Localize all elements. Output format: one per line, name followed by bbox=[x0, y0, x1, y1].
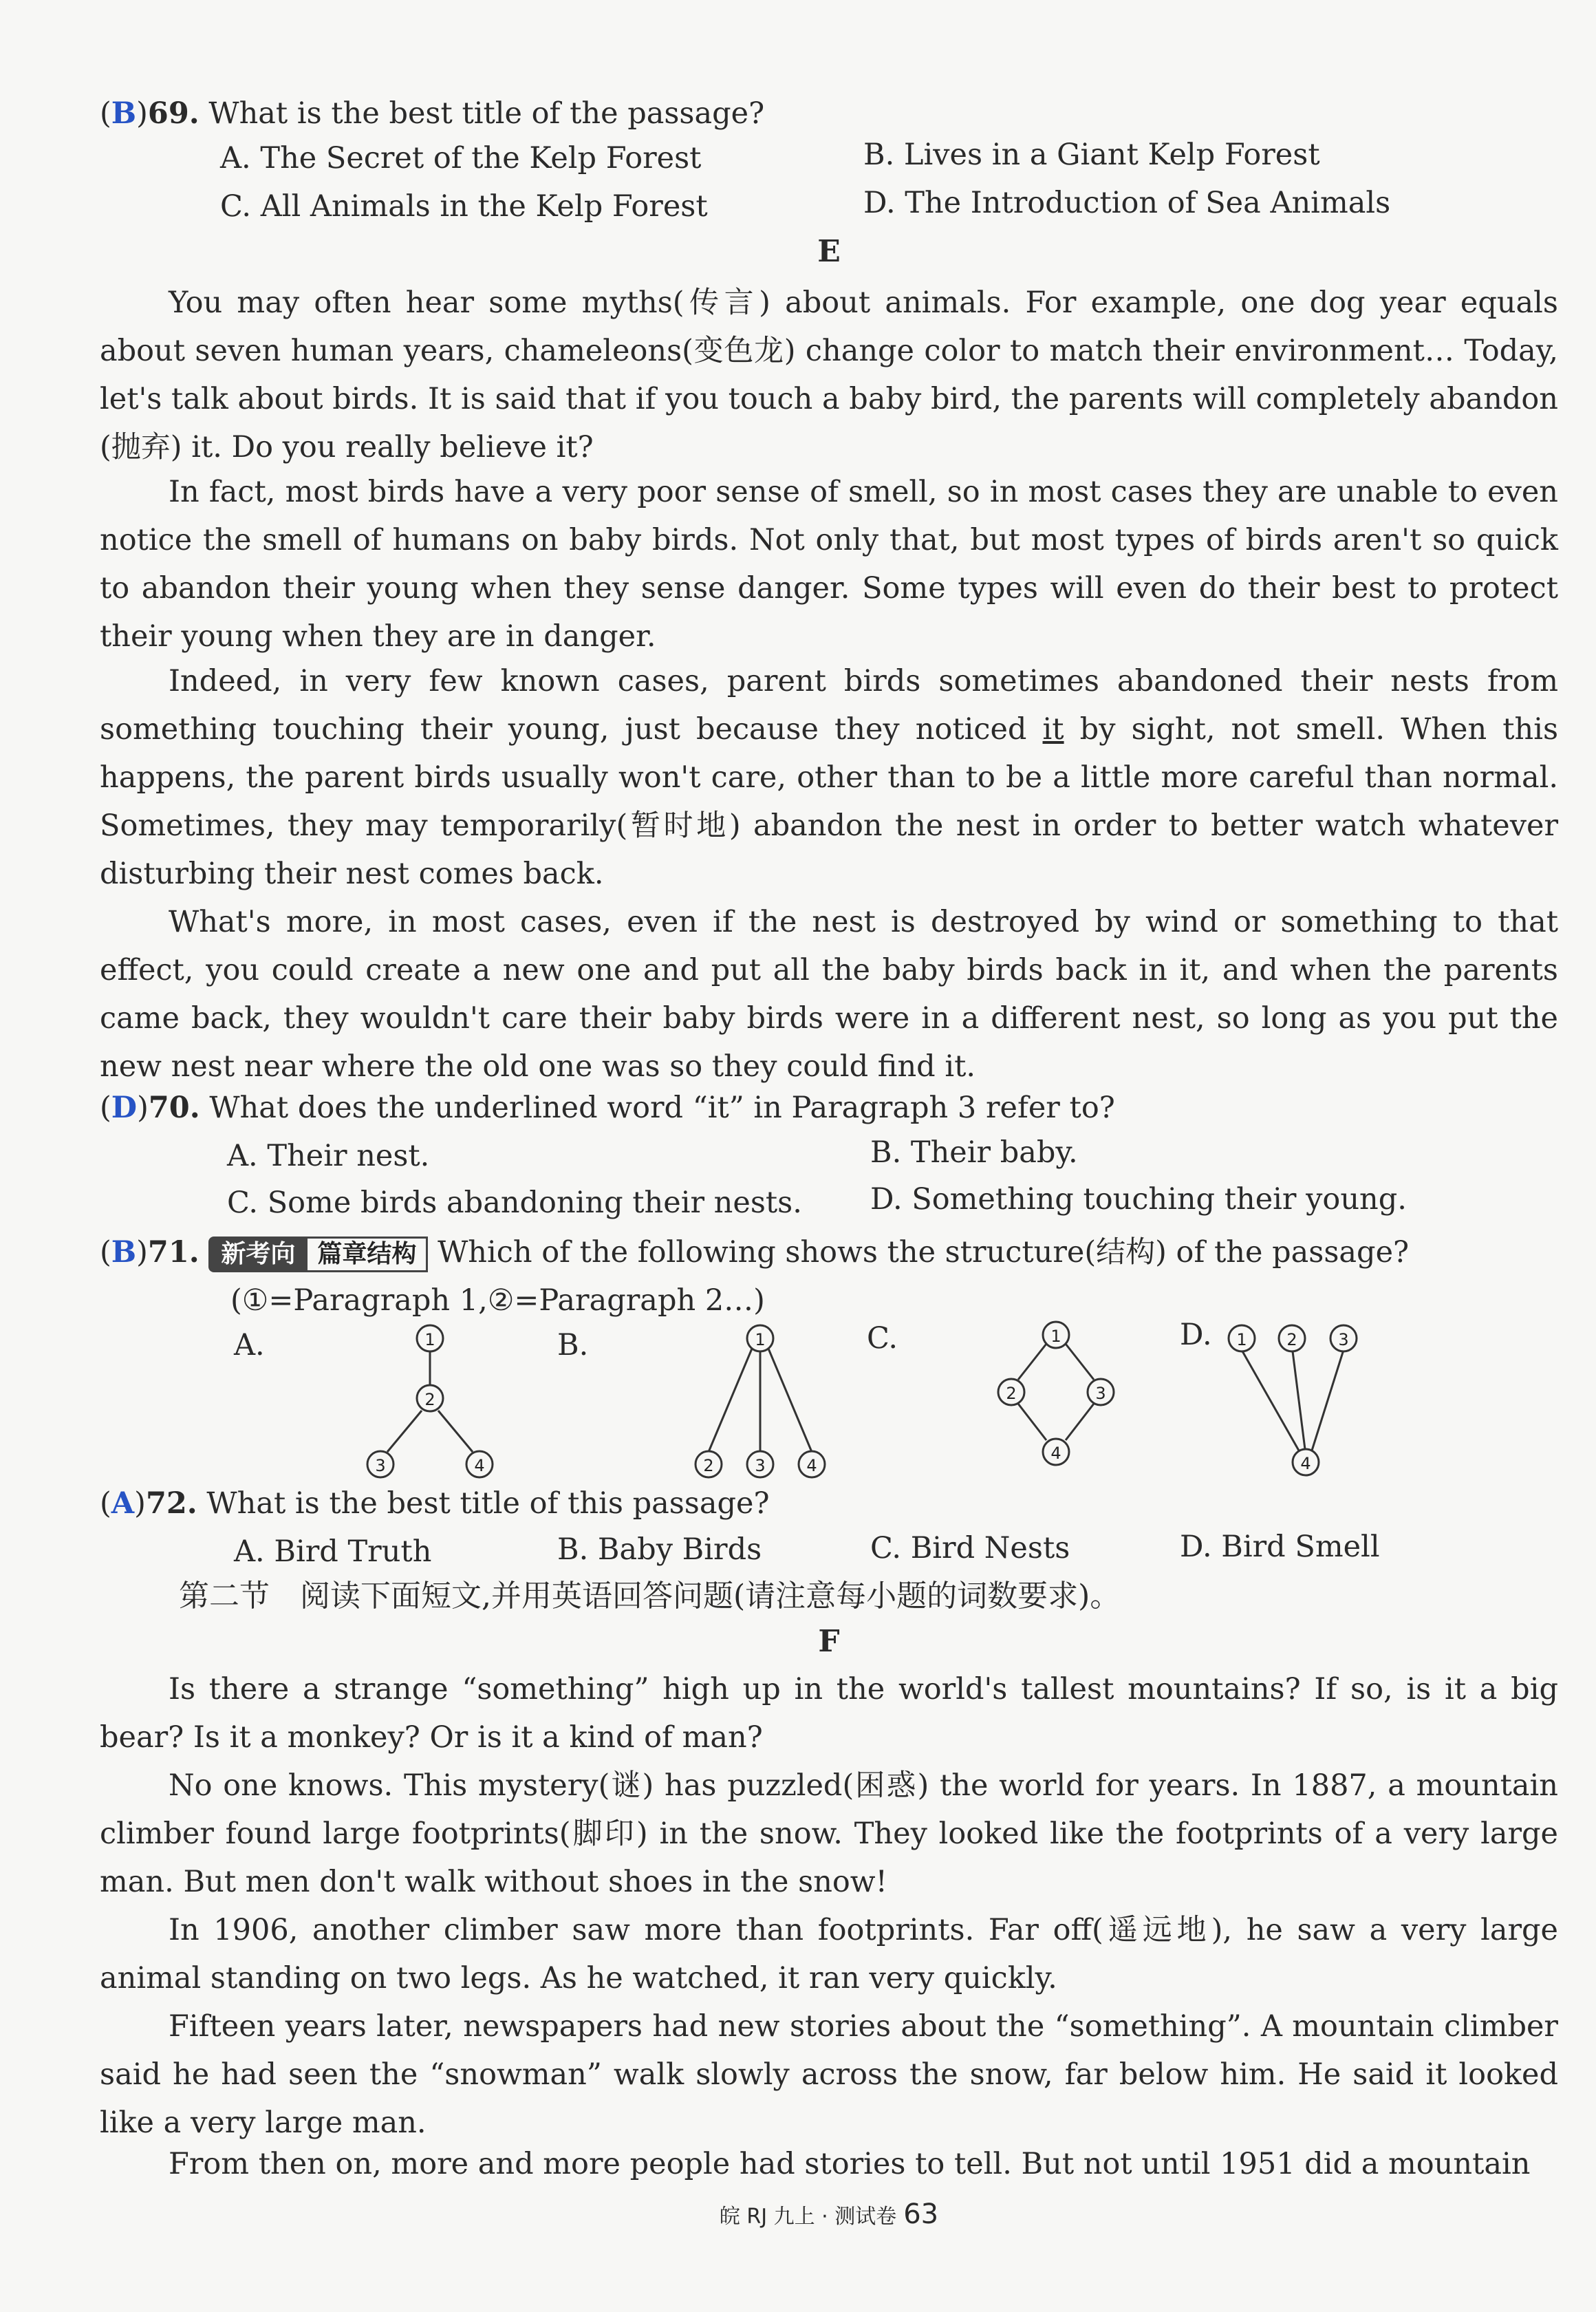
q71-note: (①=Paragraph 1,②=Paragraph 2…) bbox=[230, 1283, 765, 1318]
q69-option-a: A. The Secret of the Kelp Forest bbox=[220, 141, 702, 175]
q72-option-b: B. Baby Birds bbox=[557, 1532, 762, 1567]
svg-text:3: 3 bbox=[375, 1456, 386, 1475]
q70-stem: (D)70. What does the underlined word “it” in Paragraph 3 refer to? bbox=[100, 1091, 1115, 1125]
q69-option-d: D. The Introduction of Sea Animals bbox=[863, 186, 1391, 220]
q71-option-a-label: A. bbox=[234, 1328, 265, 1362]
q70-question: What does the underlined word “it” in Paragraph 3 refer to? bbox=[209, 1091, 1115, 1125]
svg-text:1: 1 bbox=[755, 1330, 766, 1349]
svg-text:4: 4 bbox=[1050, 1444, 1061, 1463]
q70-option-d: D. Something touching their young. bbox=[870, 1182, 1407, 1217]
svg-text:3: 3 bbox=[755, 1456, 766, 1475]
new-trend-tag: 新考向 bbox=[208, 1237, 308, 1272]
svg-text:1: 1 bbox=[1236, 1330, 1247, 1349]
svg-text:2: 2 bbox=[424, 1390, 435, 1409]
q70-answer: D bbox=[111, 1091, 138, 1125]
section-e-heading: E bbox=[817, 234, 841, 269]
q70-option-c: C. Some birds abandoning their nests. bbox=[227, 1186, 802, 1220]
section-2-instructions: 第二节 阅读下面短文,并用英语回答问题(请注意每小题的词数要求)。 bbox=[179, 1578, 1121, 1614]
q70-option-b: B. Their baby. bbox=[870, 1135, 1078, 1170]
footer-book-label: 皖 RJ 九上 · 测试卷 bbox=[719, 2205, 897, 2229]
underlined-word-it: it bbox=[1042, 712, 1064, 747]
q71-number: 71. bbox=[147, 1235, 200, 1270]
q72-answer: A bbox=[111, 1486, 135, 1521]
q71-question: Which of the following shows the structure(结构) of the passage? bbox=[438, 1235, 1410, 1270]
svg-text:2: 2 bbox=[1006, 1384, 1017, 1403]
passage-e-paragraph-4: What's more, in most cases, even if the nest is destroyed by wind or something to that effect, you could create a new one and put all the baby birds back in it, and when the parents came back, they wouldn't care their baby birds were in a different nest, so long as you put the new nest near where the old one was so they could find it. bbox=[100, 905, 1558, 1084]
q70-option-a: A. Their nest. bbox=[227, 1139, 430, 1173]
q69-stem: (B)69. What is the best title of the passage? bbox=[100, 96, 765, 131]
section-f-heading: F bbox=[818, 1624, 840, 1659]
svg-text:2: 2 bbox=[703, 1456, 714, 1475]
svg-text:4: 4 bbox=[1300, 1454, 1311, 1473]
q69-number: 69. bbox=[147, 96, 200, 131]
svg-text:3: 3 bbox=[1095, 1384, 1106, 1403]
svg-text:2: 2 bbox=[1286, 1330, 1297, 1349]
passage-f-paragraph-1: Is there a strange “something” high up in the world's tallest mountains? If so, is it a big bear? Is it a monkey? Or is it a kind of man? bbox=[100, 1672, 1558, 1755]
structure-diagram-c bbox=[987, 1318, 1125, 1476]
passage-e-paragraph-3 bbox=[100, 657, 1558, 898]
q69-option-c: C. All Animals in the Kelp Forest bbox=[220, 189, 708, 224]
q72-question: What is the best title of this passage? bbox=[206, 1486, 770, 1521]
passage-e-paragraph-2: In fact, most birds have a very poor sense of smell, so in most cases they are unable to even notice the smell of humans on baby birds. Not only that, but most types of birds aren't so quick to abandon their young when they sense danger. Some types will even do their best to protect their young when they are in danger. bbox=[100, 475, 1558, 654]
q72-number: 72. bbox=[145, 1486, 197, 1521]
svg-text:4: 4 bbox=[474, 1456, 485, 1475]
svg-text:1: 1 bbox=[1050, 1327, 1061, 1346]
passage-f-paragraph-2: No one knows. This mystery(谜) has puzzled(困惑) the world for years. In 1887, a mountain climber found large footprints(脚印) in the snow. They looked like the footprints of a very large man. But men don't walk without shoes in the snow! bbox=[100, 1768, 1558, 1899]
svg-text:1: 1 bbox=[424, 1330, 435, 1349]
paragraph-3-part-2: by sight, not smell. When this happens, the parent birds usually won't care, other than to be a little more careful than normal. Sometimes, they may temporarily(暂时地) abandon the nest in order to better watch whatever disturbing their nest comes back. bbox=[100, 712, 1559, 891]
q72-stem: (A)72. What is the best title of this passage? bbox=[100, 1486, 770, 1521]
structure-diagram-a bbox=[354, 1321, 506, 1479]
passage-f-paragraph-4: Fifteen years later, newspapers had new stories about the “something”. A mountain climber said he had seen the “snowman” walk slowly across the snow, far below him. He said it looked like a very large man. bbox=[100, 2009, 1558, 2140]
passage-f-paragraph-5: From then on, more and more people had stories to tell. But not until 1951 did a mountain bbox=[169, 2147, 1531, 2181]
structure-diagram-d bbox=[1221, 1321, 1393, 1479]
q72-option-c: C. Bird Nests bbox=[870, 1531, 1070, 1565]
q70-number: 70. bbox=[148, 1091, 200, 1125]
q71-answer: B bbox=[111, 1235, 137, 1270]
q71-option-d-label: D. bbox=[1180, 1318, 1212, 1352]
passage-e-paragraph-1: You may often hear some myths(传言) about animals. For example, one dog year equals about seven human years, chameleons(变色龙) change color to match their environment… Today, let's talk about birds. It is said that if you touch a baby bird, the parents will completely abandon (抛弃) it. Do you really believe it? bbox=[100, 286, 1558, 464]
q72-option-a: A. Bird Truth bbox=[234, 1534, 432, 1569]
q72-option-d: D. Bird Smell bbox=[1180, 1530, 1380, 1564]
svg-text:3: 3 bbox=[1338, 1330, 1349, 1349]
q69-question: What is the best title of the passage? bbox=[208, 96, 765, 131]
passage-f-paragraph-3: In 1906, another climber saw more than footprints. Far off(遥远地), he saw a very large animal standing on two legs. As he watched, it ran very quickly. bbox=[100, 1913, 1558, 1995]
structure-diagram-b bbox=[678, 1321, 843, 1479]
text-structure-tag: 篇章结构 bbox=[308, 1237, 428, 1272]
q71-option-b-label: B. bbox=[557, 1328, 589, 1362]
q69-answer: B bbox=[111, 96, 137, 131]
q71-option-c-label: C. bbox=[867, 1321, 898, 1356]
page-footer bbox=[100, 2198, 1558, 2230]
svg-text:4: 4 bbox=[806, 1456, 817, 1475]
paragraph-3-part-1: Indeed, in very few known cases, parent birds sometimes abandoned their nests from something touching their young, just because they noticed bbox=[100, 664, 1558, 747]
q69-option-b: B. Lives in a Giant Kelp Forest bbox=[863, 138, 1320, 172]
page-number: 63 bbox=[903, 2198, 939, 2230]
q71-stem: (B)71. 新考向 篇章结构 Which of the following shows the structure(结构) of the passage? bbox=[100, 1232, 1409, 1273]
